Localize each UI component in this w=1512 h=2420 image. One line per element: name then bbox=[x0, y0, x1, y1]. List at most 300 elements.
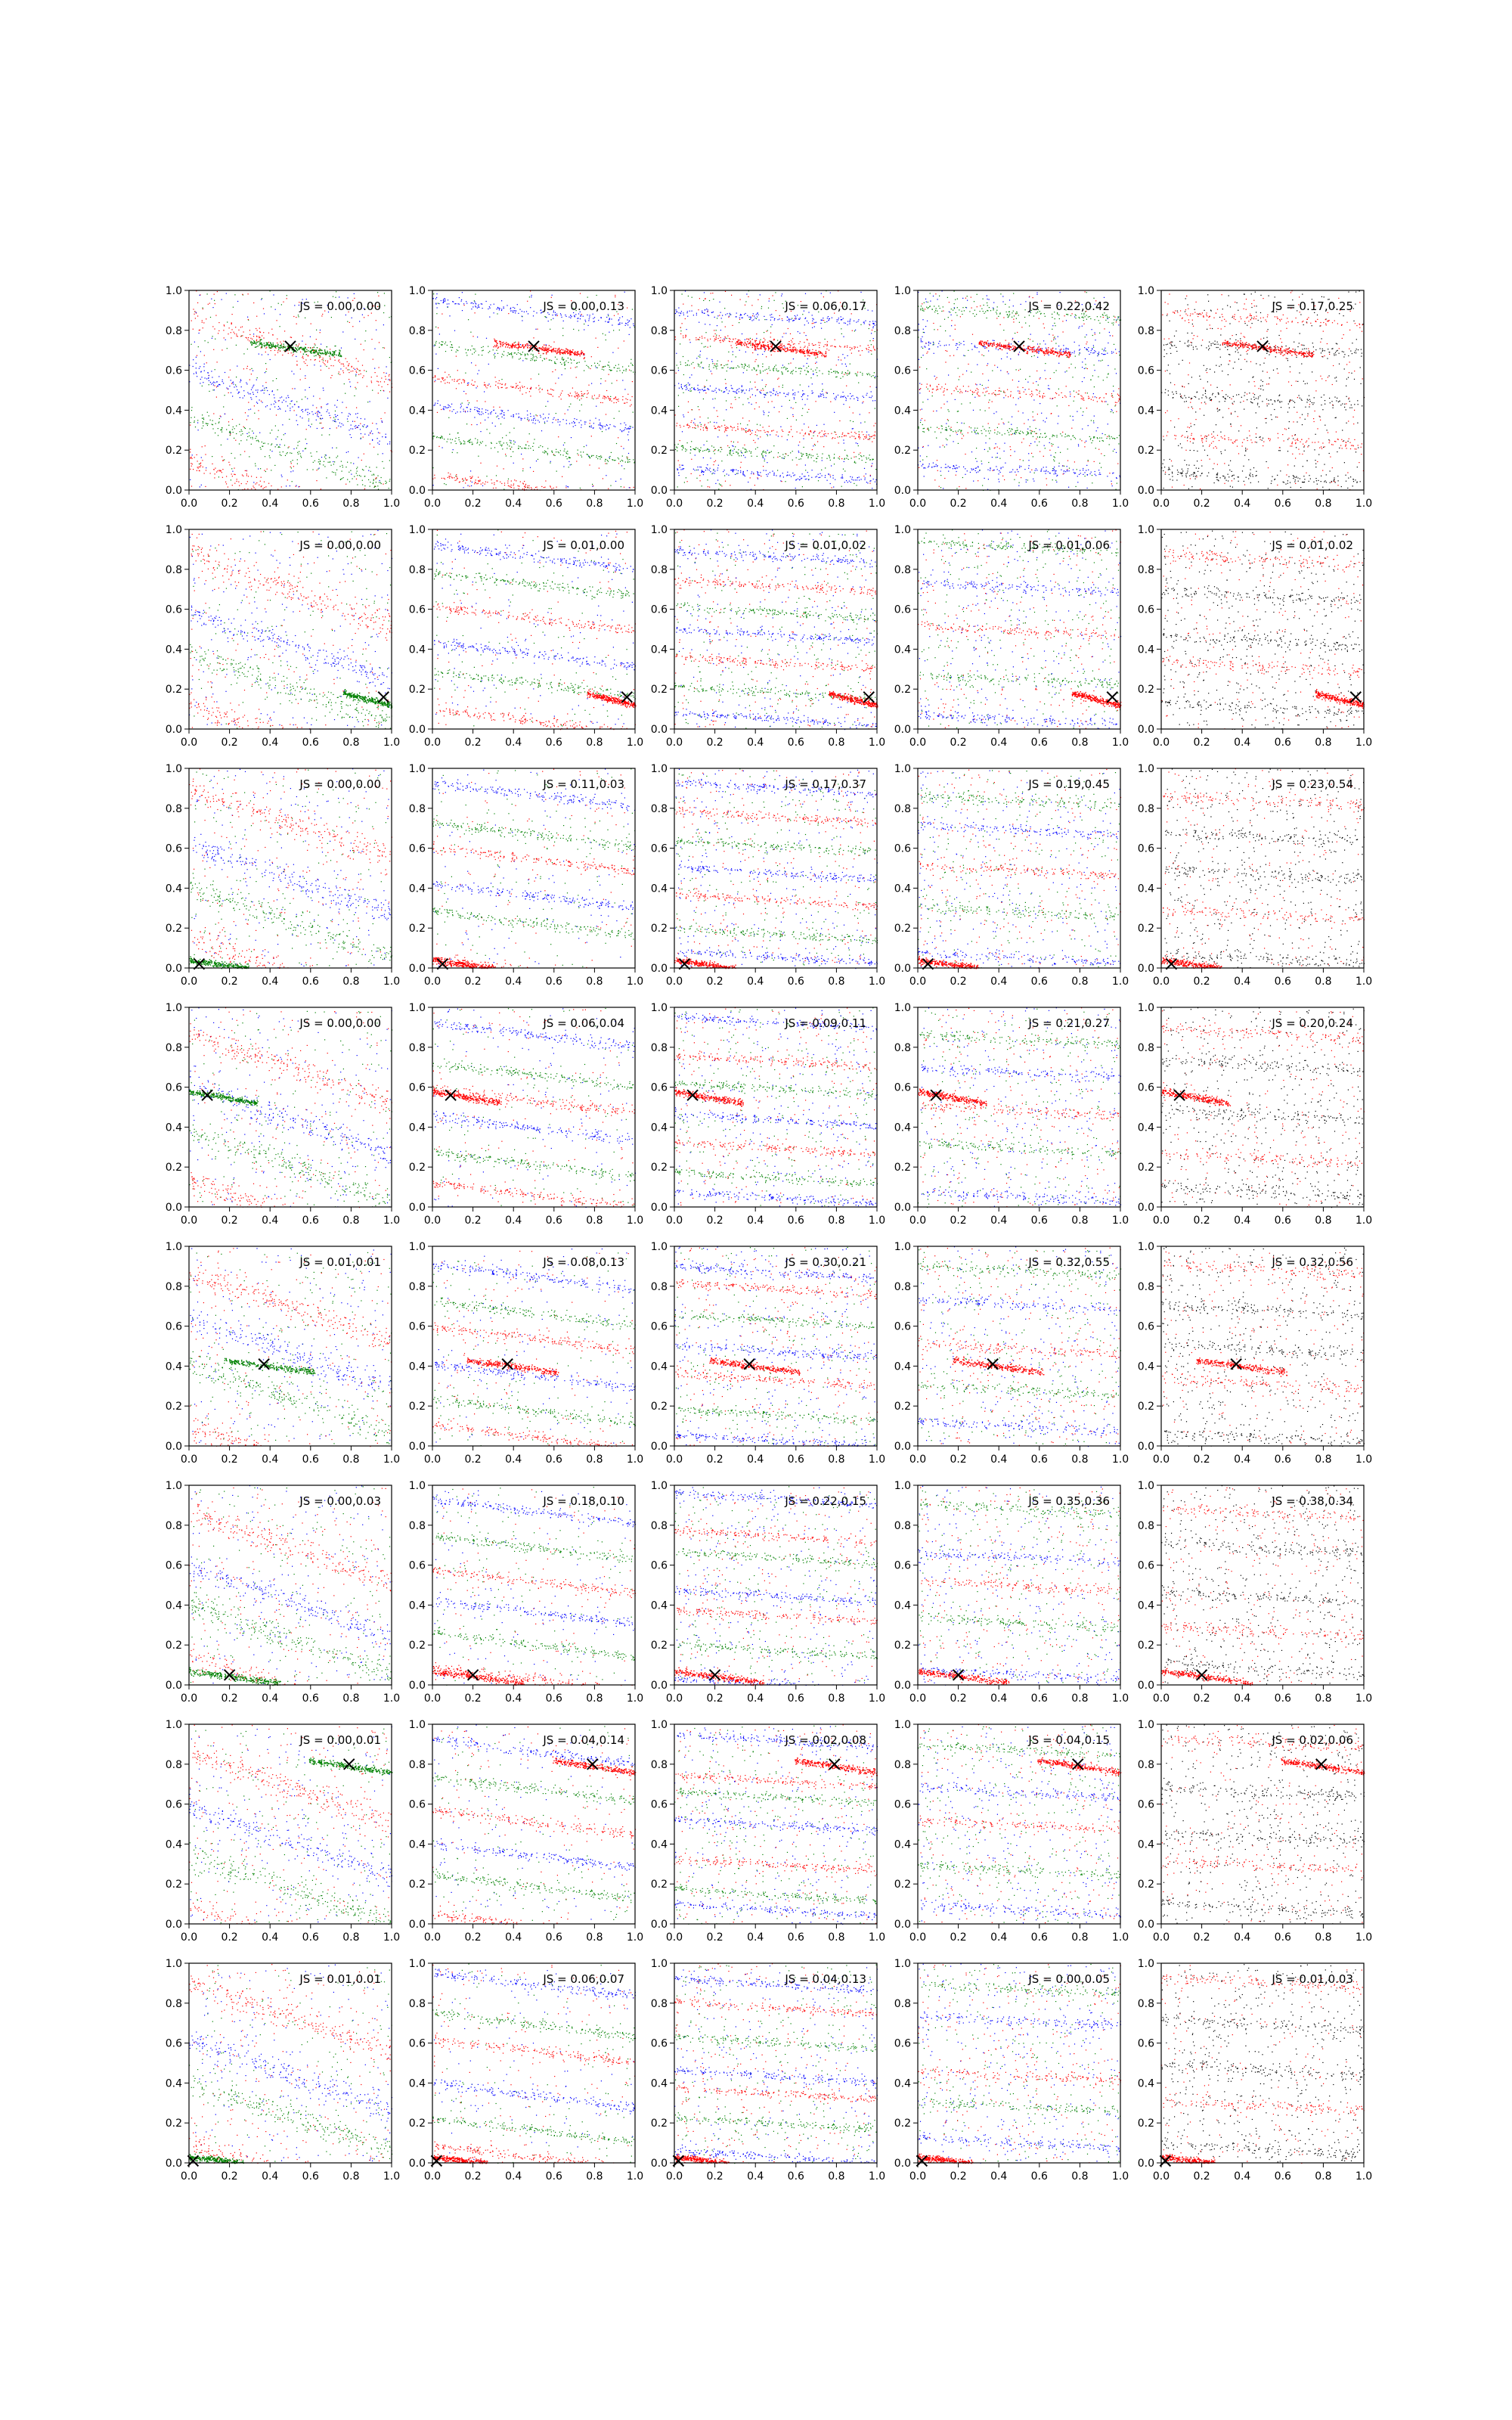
scatter-point bbox=[823, 320, 824, 321]
x-tick-label: 0.0 bbox=[424, 498, 441, 510]
scatter-point bbox=[263, 337, 264, 338]
scatter-point bbox=[332, 375, 333, 376]
scatter-point bbox=[504, 343, 505, 344]
scatter-point bbox=[777, 457, 778, 458]
scatter-point bbox=[623, 370, 624, 371]
scatter-point bbox=[533, 418, 534, 419]
scatter-point bbox=[285, 346, 286, 347]
scatter-point bbox=[323, 361, 324, 362]
scatter-point bbox=[434, 405, 435, 406]
scatter-point bbox=[445, 351, 446, 352]
scatter-point bbox=[365, 340, 366, 341]
scatter-point bbox=[270, 408, 271, 409]
scatter-point bbox=[386, 366, 387, 367]
scatter-point bbox=[499, 309, 500, 310]
scatter-point bbox=[611, 318, 612, 319]
scatter-point bbox=[588, 325, 589, 326]
scatter-point bbox=[461, 406, 462, 407]
scatter-point bbox=[234, 428, 235, 429]
scatter-point bbox=[216, 386, 217, 387]
scatter-point bbox=[222, 381, 223, 382]
scatter-point bbox=[871, 376, 872, 377]
scatter-point bbox=[609, 399, 610, 400]
scatter-point bbox=[767, 373, 768, 374]
scatter-point bbox=[296, 414, 297, 415]
scatter-point bbox=[486, 338, 487, 339]
scatter-point bbox=[254, 341, 255, 342]
scatter-point bbox=[212, 428, 213, 429]
scatter-point bbox=[612, 352, 613, 353]
scatter-point bbox=[463, 480, 464, 481]
scatter-point bbox=[844, 470, 845, 471]
scatter-point bbox=[705, 392, 706, 393]
scatter-point bbox=[597, 363, 598, 364]
scatter-point bbox=[318, 354, 319, 355]
scatter-point bbox=[479, 411, 480, 412]
x-tick-label: 0.8 bbox=[342, 498, 359, 510]
scatter-point bbox=[818, 480, 819, 481]
scatter-point bbox=[335, 360, 336, 361]
scatter-point bbox=[707, 358, 708, 359]
scatter-point bbox=[482, 441, 483, 442]
scatter-point bbox=[248, 415, 249, 416]
scatter-point bbox=[484, 391, 485, 392]
scatter-point bbox=[368, 435, 369, 436]
scatter-point bbox=[373, 447, 374, 448]
scatter-point bbox=[853, 428, 854, 429]
scatter-point bbox=[598, 320, 599, 321]
scatter-point bbox=[788, 392, 789, 393]
scatter-point bbox=[497, 415, 498, 416]
scatter-point bbox=[281, 476, 282, 477]
scatter-point bbox=[220, 416, 221, 417]
scatter-point bbox=[245, 428, 246, 429]
scatter-point bbox=[544, 358, 545, 359]
scatter-point bbox=[841, 486, 842, 487]
y-tick-label: 0.6 bbox=[166, 365, 182, 377]
scatter-point bbox=[214, 328, 215, 329]
scatter-point bbox=[512, 357, 513, 358]
scatter-point bbox=[616, 399, 617, 400]
scatter-point bbox=[217, 381, 218, 382]
scatter-point bbox=[236, 426, 237, 427]
scatter-point bbox=[218, 423, 219, 424]
scatter-point bbox=[491, 443, 492, 444]
scatter-point bbox=[541, 486, 542, 487]
scatter-point bbox=[351, 437, 352, 438]
scatter-point bbox=[371, 380, 372, 381]
scatter-point bbox=[233, 332, 234, 333]
scatter-point bbox=[268, 333, 269, 334]
scatter-point bbox=[543, 347, 544, 348]
scatter-point bbox=[457, 303, 458, 304]
scatter-point bbox=[321, 315, 322, 316]
scatter-point bbox=[316, 339, 317, 340]
scatter-point bbox=[287, 452, 288, 453]
scatter-point bbox=[347, 462, 348, 463]
scatter-point bbox=[719, 483, 720, 484]
scatter-point bbox=[379, 367, 380, 368]
scatter-point bbox=[271, 329, 272, 330]
scatter-point bbox=[233, 307, 234, 308]
scatter-point bbox=[872, 340, 873, 341]
scatter-point bbox=[233, 383, 234, 384]
scatter-point bbox=[190, 422, 191, 423]
scatter-point bbox=[577, 453, 578, 454]
scatter-point bbox=[381, 418, 382, 419]
scatter-point bbox=[267, 405, 268, 406]
scatter-point bbox=[385, 376, 386, 377]
scatter-point bbox=[511, 447, 512, 448]
scatter-point bbox=[709, 487, 710, 488]
scatter-point bbox=[306, 354, 307, 355]
scatter-point bbox=[436, 313, 437, 314]
scatter-point bbox=[321, 350, 322, 351]
scatter-point bbox=[576, 377, 577, 378]
scatter-point bbox=[603, 370, 604, 371]
scatter-point bbox=[380, 390, 381, 391]
scatter-point bbox=[504, 482, 505, 483]
scatter-point bbox=[474, 483, 475, 484]
scatter-point bbox=[571, 464, 572, 465]
scatter-point bbox=[218, 376, 219, 377]
scatter-point bbox=[447, 382, 448, 383]
scatter-point bbox=[520, 481, 521, 482]
scatter-point bbox=[280, 345, 281, 346]
scatter-point bbox=[265, 363, 266, 364]
scatter-point bbox=[707, 479, 708, 480]
scatter-point bbox=[871, 333, 872, 334]
scatter-point bbox=[567, 349, 568, 350]
scatter-point bbox=[281, 475, 282, 476]
scatter-point bbox=[566, 453, 567, 454]
scatter-point bbox=[595, 365, 596, 366]
scatter-point bbox=[328, 462, 329, 463]
scatter-point bbox=[264, 470, 265, 471]
scatter-point bbox=[300, 416, 301, 417]
scatter-point bbox=[347, 418, 348, 419]
scatter-point bbox=[477, 401, 478, 402]
scatter-point bbox=[527, 388, 528, 389]
scatter-point bbox=[268, 345, 269, 346]
scatter-point bbox=[753, 473, 754, 474]
scatter-point bbox=[447, 303, 448, 304]
scatter-point bbox=[272, 335, 273, 336]
scatter-point bbox=[522, 394, 523, 395]
scatter-point bbox=[289, 349, 290, 350]
scatter-point bbox=[490, 308, 491, 309]
scatter-point bbox=[468, 384, 469, 385]
scatter-point bbox=[452, 439, 453, 440]
scatter-point bbox=[520, 388, 521, 389]
scatter-point bbox=[761, 308, 762, 309]
scatter-point bbox=[456, 479, 457, 480]
scatter-point bbox=[792, 460, 793, 461]
scatter-point bbox=[558, 436, 559, 437]
scatter-point bbox=[477, 439, 478, 440]
scatter-point bbox=[322, 418, 323, 419]
scatter-point bbox=[463, 440, 464, 441]
scatter-point bbox=[511, 416, 512, 417]
scatter-point bbox=[607, 460, 608, 461]
scatter-point bbox=[256, 336, 257, 337]
scatter-point bbox=[450, 406, 451, 407]
scatter-point bbox=[788, 434, 789, 435]
scatter-point bbox=[856, 442, 857, 443]
scatter-point bbox=[731, 361, 732, 362]
scatter-point bbox=[524, 346, 525, 347]
scatter-point bbox=[721, 390, 722, 391]
scatter-point bbox=[260, 340, 261, 341]
scatter-point bbox=[272, 391, 273, 392]
scatter-point bbox=[305, 410, 306, 411]
scatter-point bbox=[201, 457, 202, 458]
scatter-point bbox=[280, 455, 281, 456]
scatter-point bbox=[714, 364, 715, 365]
scatter-point bbox=[493, 349, 494, 350]
scatter-point bbox=[441, 344, 442, 345]
scatter-point bbox=[823, 424, 824, 425]
scatter-point bbox=[348, 451, 349, 452]
scatter-point bbox=[769, 412, 770, 413]
scatter-point bbox=[499, 407, 500, 408]
scatter-point bbox=[350, 434, 351, 435]
scatter-point bbox=[596, 295, 597, 296]
scatter-point bbox=[501, 413, 502, 414]
scatter-point bbox=[478, 477, 479, 478]
scatter-point bbox=[505, 383, 506, 384]
scatter-point bbox=[246, 473, 247, 474]
scatter-point bbox=[627, 324, 628, 325]
scatter-point bbox=[619, 322, 620, 323]
scatter-point bbox=[546, 344, 547, 345]
scatter-point bbox=[312, 347, 313, 348]
scatter-point bbox=[196, 373, 197, 374]
scatter-point bbox=[387, 444, 388, 445]
scatter-point bbox=[239, 424, 240, 425]
scatter-point bbox=[309, 351, 310, 352]
scatter-point bbox=[802, 390, 803, 391]
scatter-point bbox=[519, 382, 520, 383]
scatter-point bbox=[357, 471, 358, 472]
scatter-point bbox=[251, 444, 252, 445]
scatter-point bbox=[760, 294, 761, 295]
scatter-point bbox=[542, 346, 543, 347]
scatter-point bbox=[470, 332, 471, 333]
scatter-point bbox=[629, 370, 630, 371]
scatter-point bbox=[230, 433, 231, 434]
scatter-point bbox=[496, 350, 497, 351]
scatter-point bbox=[691, 420, 692, 421]
scatter-point bbox=[334, 461, 335, 462]
scatter-point bbox=[462, 310, 463, 311]
scatter-point bbox=[532, 354, 533, 355]
scatter-point bbox=[286, 401, 287, 402]
scatter-point bbox=[511, 480, 512, 481]
scatter-point bbox=[212, 389, 213, 390]
scatter-point bbox=[463, 303, 464, 304]
scatter-point bbox=[383, 312, 384, 313]
scatter-point bbox=[502, 448, 503, 449]
scatter-point bbox=[229, 464, 230, 465]
scatter-point bbox=[451, 350, 452, 351]
scatter-point bbox=[535, 414, 536, 415]
scatter-point bbox=[226, 293, 227, 294]
scatter-point bbox=[512, 346, 513, 347]
scatter-point bbox=[352, 478, 353, 479]
scatter-point bbox=[609, 458, 610, 459]
scatter-point bbox=[441, 300, 442, 301]
scatter-point bbox=[571, 316, 572, 317]
scatter-point bbox=[294, 388, 295, 389]
scatter-point bbox=[742, 404, 743, 405]
scatter-point bbox=[338, 419, 339, 420]
scatter-point bbox=[292, 355, 293, 356]
scatter-point bbox=[722, 321, 723, 322]
scatter-point bbox=[460, 442, 461, 443]
scatter-point bbox=[528, 420, 529, 421]
scatter-point bbox=[538, 389, 539, 390]
scatter-point bbox=[548, 348, 549, 349]
scatter-point bbox=[364, 419, 365, 420]
scatter-point bbox=[323, 427, 324, 428]
scatter-point bbox=[532, 446, 533, 447]
scatter-point bbox=[503, 306, 504, 307]
scatter-point bbox=[551, 350, 552, 351]
scatter-point bbox=[215, 315, 216, 316]
scatter-point bbox=[472, 336, 473, 337]
scatter-point bbox=[442, 438, 443, 439]
scatter-point bbox=[435, 304, 436, 305]
scatter-point bbox=[579, 422, 580, 423]
scatter-point bbox=[589, 457, 590, 458]
scatter-point bbox=[843, 469, 844, 470]
scatter-point bbox=[196, 372, 197, 373]
scatter-point bbox=[579, 354, 580, 355]
scatter-point bbox=[316, 451, 317, 452]
scatter-point bbox=[291, 401, 292, 402]
scatter-point bbox=[294, 305, 295, 306]
scatter-point bbox=[614, 402, 615, 403]
scatter-point bbox=[628, 432, 629, 433]
y-tick-label: 1.0 bbox=[409, 285, 426, 297]
scatter-point bbox=[486, 301, 487, 302]
scatter-point bbox=[263, 332, 264, 333]
scatter-point bbox=[518, 445, 519, 446]
scatter-point bbox=[552, 371, 553, 372]
scatter-point bbox=[708, 449, 709, 450]
scatter-point bbox=[756, 402, 757, 403]
scatter-point bbox=[624, 292, 625, 293]
scatter-point bbox=[562, 335, 563, 336]
scatter-point bbox=[481, 484, 482, 485]
scatter-point bbox=[504, 414, 505, 415]
scatter-point bbox=[622, 372, 623, 373]
scatter-point bbox=[762, 457, 763, 458]
scatter-point bbox=[526, 343, 527, 344]
scatter-point bbox=[459, 346, 460, 347]
scatter-point bbox=[257, 403, 258, 404]
scatter-point bbox=[265, 486, 266, 487]
scatter-point bbox=[609, 369, 610, 370]
scatter-point bbox=[194, 342, 195, 343]
scatter-point bbox=[706, 441, 707, 442]
scatter-point bbox=[359, 475, 360, 476]
scatter-point bbox=[680, 330, 681, 331]
scatter-point bbox=[448, 417, 449, 418]
scatter-point bbox=[501, 300, 502, 301]
scatter-point bbox=[329, 434, 330, 435]
scatter-point bbox=[220, 470, 221, 471]
scatter-point bbox=[270, 359, 271, 360]
scatter-point bbox=[534, 423, 535, 424]
scatter-point bbox=[289, 419, 290, 420]
scatter-point bbox=[252, 387, 253, 388]
scatter-point bbox=[246, 470, 247, 471]
scatter-point bbox=[244, 427, 245, 428]
scatter-point bbox=[334, 351, 335, 352]
scatter-point bbox=[859, 431, 860, 432]
scatter-point bbox=[841, 458, 842, 459]
scatter-point bbox=[535, 356, 536, 357]
scatter-point bbox=[355, 375, 356, 376]
scatter-point bbox=[213, 382, 214, 383]
scatter-point bbox=[206, 362, 207, 363]
scatter-point bbox=[765, 386, 766, 387]
scatter-point bbox=[522, 387, 523, 388]
scatter-point bbox=[574, 423, 575, 424]
scatter-point bbox=[525, 448, 526, 449]
scatter-point bbox=[537, 329, 538, 330]
scatter-point bbox=[539, 347, 540, 348]
scatter-point bbox=[507, 343, 508, 344]
scatter-point bbox=[544, 452, 545, 453]
y-tick-label: 0.4 bbox=[409, 405, 426, 417]
scatter-point bbox=[218, 421, 219, 422]
scatter-point bbox=[754, 408, 755, 409]
scatter-point bbox=[444, 478, 445, 479]
scatter-point bbox=[320, 349, 321, 350]
scatter-point bbox=[229, 327, 230, 328]
scatter-point bbox=[633, 372, 634, 373]
scatter-point bbox=[517, 304, 518, 305]
scatter-point bbox=[478, 480, 479, 481]
scatter-point bbox=[536, 360, 537, 361]
scatter-point bbox=[216, 397, 217, 398]
scatter-point bbox=[331, 465, 332, 466]
scatter-point bbox=[788, 328, 789, 329]
scatter-point bbox=[442, 379, 443, 380]
scatter-point bbox=[606, 463, 607, 464]
scatter-point bbox=[718, 465, 719, 466]
scatter-point bbox=[535, 487, 536, 488]
scatter-point bbox=[575, 425, 576, 426]
scatter-point bbox=[297, 424, 298, 425]
scatter-point bbox=[621, 431, 622, 432]
scatter-point bbox=[774, 407, 775, 408]
scatter-point bbox=[251, 389, 252, 390]
scatter-point bbox=[529, 296, 530, 297]
scatter-point bbox=[532, 359, 533, 360]
scatter-point bbox=[815, 363, 816, 364]
scatter-point bbox=[240, 435, 241, 436]
scatter-point bbox=[754, 382, 755, 383]
scatter-point bbox=[524, 386, 525, 387]
scatter-point bbox=[599, 456, 600, 457]
scatter-point bbox=[545, 406, 546, 407]
scatter-point bbox=[810, 377, 811, 378]
scatter-point bbox=[471, 383, 472, 384]
